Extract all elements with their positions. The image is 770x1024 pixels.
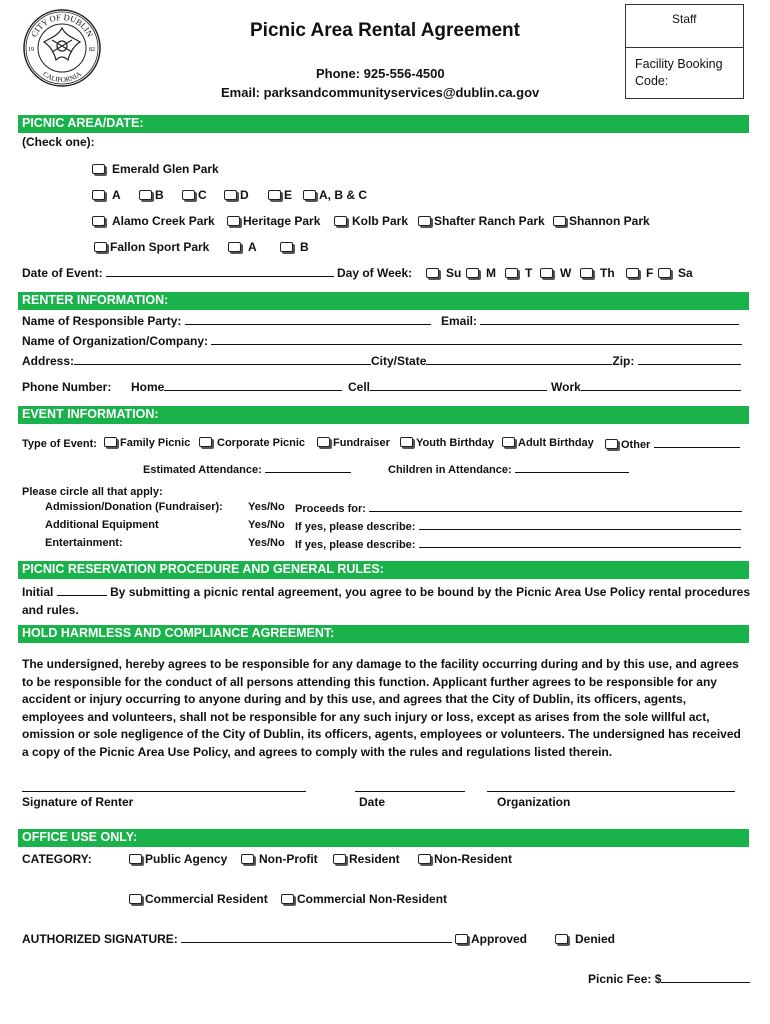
checkbox-icon[interactable] [466,268,479,278]
rules-paragraph [22,584,750,619]
area-label: A, B & C [319,188,367,202]
checkbox-icon[interactable] [658,268,671,278]
circle-all-label: Please circle all that apply: [22,486,163,498]
event-type-corporate-picnic[interactable] [199,437,305,449]
checkbox-icon[interactable] [92,190,105,200]
category-option-label: Commercial Resident [145,892,268,906]
category-label: CATEGORY: [22,852,92,866]
park-label: Alamo Creek Park [112,214,215,228]
children-attendance-field[interactable] [515,462,629,473]
day-m[interactable] [466,266,496,280]
park-heritage[interactable] [227,214,320,228]
checkbox-icon[interactable] [129,894,142,904]
renter-signature-line[interactable] [22,791,306,792]
other-event-field[interactable] [654,437,740,448]
section-reservation-rules: PICNIC RESERVATION PROCEDURE AND GENERAL RULES: [18,561,749,579]
category-commercial-non-resident[interactable] [281,892,447,906]
zip-label: Zip: [612,354,635,368]
city-state-field[interactable] [426,354,612,365]
checkbox-icon[interactable] [400,437,413,447]
day-su[interactable] [426,266,461,280]
checkbox-icon[interactable] [241,854,254,864]
event-type-other[interactable] [605,437,740,451]
initial-label: Initial [22,585,54,599]
home-phone-field[interactable] [164,380,342,391]
denied-label: Denied [575,932,616,946]
area-label: A [248,240,257,254]
emerald-area-c[interactable] [182,188,207,202]
date-of-event-row [22,266,334,280]
approved-option[interactable] [455,932,527,946]
checkbox-icon[interactable] [228,242,241,252]
day-label: M [486,266,496,280]
date-label: Date of Event: [22,266,103,280]
checkbox-icon[interactable] [281,894,294,904]
day-label: Th [600,266,615,280]
rules-text: By submitting a picnic rental agreement, you agree to be bound by the Picnic Area Use Policy rental procedures and rules. [22,585,750,617]
category-option-label: Non-Profit [259,852,318,866]
section-picnic-area: PICNIC AREA/DATE: [18,115,749,133]
category-option-label: Public Agency [145,852,228,866]
area-label: A [112,188,121,202]
day-w[interactable] [540,266,571,280]
day-label: Sa [678,266,693,280]
email-row [441,314,739,328]
area-label: B [155,188,164,202]
checkbox-icon[interactable] [505,268,518,278]
emerald-glen-option[interactable] [92,162,219,176]
event-type-family-picnic[interactable] [104,437,190,449]
day-sa[interactable] [658,266,693,280]
detail-label: Proceeds for: [295,503,366,515]
emerald-area-abc[interactable] [303,188,367,202]
checkbox-icon[interactable] [334,216,347,226]
authorized-signature-field[interactable] [181,932,452,943]
phone-number-label: Phone Number: [22,380,112,394]
checkbox-icon[interactable] [268,190,281,200]
yes-no-option[interactable]: Yes/No [248,519,285,531]
park-label: Kolb Park [352,214,409,228]
day-label: Su [446,266,462,280]
checkbox-icon[interactable] [104,437,117,447]
day-t[interactable] [505,266,532,280]
category-commercial-resident[interactable] [129,892,268,906]
city-state-label: City/State [371,354,427,368]
picnic-fee-row [588,972,750,986]
staff-box-divider [626,47,743,48]
category-public-agency[interactable] [129,852,227,866]
work-phone-field[interactable] [581,380,741,391]
park-label: Shannon Park [569,214,650,228]
picnic-fee-label: Picnic Fee: $ [588,972,662,986]
yes-no-option[interactable]: Yes/No [248,537,285,549]
initial-field[interactable] [57,585,107,596]
picnic-fee-field[interactable] [661,972,750,983]
seal-year-left: 19 [28,47,34,53]
detail-label: If yes, please describe: [295,539,416,551]
checkbox-icon[interactable] [139,190,152,200]
day-label: W [560,266,572,280]
event-row-detail [295,501,742,515]
proceeds-field[interactable] [369,501,742,512]
day-f[interactable] [626,266,653,280]
emerald-area-b[interactable] [139,188,164,202]
park-shafter-ranch[interactable] [418,214,545,228]
event-row-detail [295,519,741,533]
category-option-label: Commercial Non-Resident [297,892,448,906]
checkbox-icon[interactable] [418,216,431,226]
email-label: Email: [441,314,478,328]
day-label: T [525,266,533,280]
checkbox-icon[interactable] [303,190,316,200]
work-label: Work [551,380,581,394]
park-label: Fallon Sport Park [110,240,210,254]
emerald-area-a[interactable] [92,188,121,202]
park-label: Shafter Ranch Park [434,214,545,228]
day-label: F [646,266,654,280]
equipment-field[interactable] [419,519,741,530]
section-event-info: EVENT INFORMATION: [18,406,749,424]
event-type-adult-birthday[interactable] [502,437,594,449]
emerald-area-d[interactable] [224,188,249,202]
checkbox-icon[interactable] [502,437,515,447]
children-attendance-row [388,462,629,476]
organization-label: Organization [497,795,571,809]
page-title: Picnic Area Rental Agreement [250,20,520,41]
event-row-item: Entertainment: [45,537,123,549]
seal-year-right: 82 [89,47,95,53]
detail-label: If yes, please describe: [295,521,416,533]
park-fallon-sport[interactable] [94,240,209,254]
hold-harmless-text: The undersigned, hereby agrees to be responsible for any damage to the facility occurring during and by this use, and agrees to be responsible for the conduct of all persons attending this function. Applicant further agrees to be responsible for any accident or injury occurring to anyone during and by this use, and agrees that the City of Dublin, its officers, agents, employees and volunteers, shall not be responsible for any such injury or loss, except as arises from the sole willful act, omission or sole negligence of the City of Dublin, its officers, agents, employees or volunteers. The undersigned has received a copy of the Picnic Area Use Policy, and agrees to comply with the rules and regulations listed therein. [22,657,741,759]
park-label: Heritage Park [243,214,321,228]
day-th[interactable] [580,266,615,280]
fallon-area-b[interactable] [280,240,309,254]
checkbox-icon[interactable] [605,439,618,449]
organization-label: Name of Organization/Company: [22,334,209,348]
event-type-label: Youth Birthday [416,437,495,449]
authorized-signature-row [22,932,452,946]
booking-label-1: Facility Booking [635,57,723,71]
section-office-use: OFFICE USE ONLY: [18,829,749,847]
staff-box [625,4,744,99]
day-of-week-label: Day of Week: [337,266,413,280]
checkbox-icon[interactable] [553,216,566,226]
estimated-attendance-row [143,462,351,476]
park-alamo-creek[interactable] [92,214,215,228]
fallon-area-a[interactable] [228,240,257,254]
checkbox-icon[interactable] [418,854,431,864]
checkbox-icon[interactable] [280,242,293,252]
city-seal [22,8,102,88]
section-renter-info: RENTER INFORMATION: [18,292,749,310]
approved-label: Approved [471,932,528,946]
estimated-attendance-label: Estimated Attendance: [143,464,262,476]
denied-option[interactable] [555,932,615,946]
responsible-party-row [22,314,431,328]
svg-text:CITY OF DUBLIN [29,12,96,39]
address-field[interactable] [74,354,371,365]
park-kolb[interactable] [334,214,408,228]
organization-field[interactable] [211,334,742,345]
date-signature-line[interactable] [355,791,465,792]
phone-text: Phone: 925-556-4500 [316,66,445,81]
authorized-signature-label: AUTHORIZED SIGNATURE: [22,932,178,946]
seal-text-bottom: CALIFORNIA [41,69,83,85]
entertainment-field[interactable] [419,537,741,548]
emerald-area-e[interactable] [268,188,292,202]
date-label: Date [359,795,386,809]
event-row-detail [295,537,741,551]
section-hold-harmless: HOLD HARMLESS AND COMPLIANCE AGREEMENT: [18,625,749,643]
checkbox-icon[interactable] [94,242,107,252]
address-label: Address: [22,354,75,368]
organization-signature-line[interactable] [487,791,735,792]
event-type-label: Corporate Picnic [217,437,306,449]
checkbox-icon[interactable] [199,437,212,447]
checkbox-icon[interactable] [92,164,105,174]
event-row-item: Admission/Donation (Fundraiser): [45,501,223,513]
email-field[interactable] [480,314,739,325]
cell-phone-field[interactable] [370,380,547,391]
area-label: C [198,188,207,202]
checkbox-icon[interactable] [227,216,240,226]
checkbox-icon[interactable] [182,190,195,200]
event-type-label: Family Picnic [120,437,191,449]
home-phone-row [131,380,342,394]
checkbox-icon[interactable] [92,216,105,226]
event-row-item: Additional Equipment [45,519,159,531]
checkbox-icon[interactable] [540,268,553,278]
city-of-dublin-seal-icon [22,8,102,88]
responsible-party-field[interactable] [185,314,431,325]
checkbox-icon[interactable] [426,268,439,278]
children-attendance-label: Children in Attendance: [388,464,512,476]
responsible-party-label: Name of Responsible Party: [22,314,182,328]
checkbox-icon[interactable] [317,437,330,447]
event-type-youth-birthday[interactable] [400,437,494,449]
category-non-resident[interactable] [418,852,512,866]
area-label: D [240,188,249,202]
estimated-attendance-field[interactable] [265,462,351,473]
email-text: Email: parksandcommunityservices@dublin.ca.gov [221,85,540,100]
event-type-label: Fundraiser [333,437,390,449]
checkbox-icon[interactable] [129,854,142,864]
cell-label: Cell [348,380,371,394]
area-label: B [300,240,309,254]
home-label: Home [131,380,165,394]
check-one-label: (Check one): [22,135,95,149]
checkbox-icon[interactable] [580,268,593,278]
cell-phone-row [348,380,547,394]
event-type-label: Other [621,439,651,451]
category-option-label: Resident [349,852,400,866]
event-type-label: Adult Birthday [518,437,594,449]
park-shannon[interactable] [553,214,650,228]
yes-no-option[interactable]: Yes/No [248,501,285,513]
event-type-fundraiser[interactable] [317,437,390,449]
checkbox-icon[interactable] [333,854,346,864]
address-row [22,354,741,368]
checkbox-icon[interactable] [626,268,639,278]
signature-of-renter-label: Signature of Renter [22,795,134,809]
checkbox-icon[interactable] [455,934,468,944]
zip-field[interactable] [638,354,741,365]
area-label: E [284,188,293,202]
type-of-event-label: Type of Event: [22,438,97,450]
date-field[interactable] [106,266,334,277]
category-non-profit[interactable] [241,852,318,866]
checkbox-icon[interactable] [555,934,568,944]
booking-label-2: Code: [635,74,669,88]
work-phone-row [551,380,741,394]
organization-row [22,334,742,348]
category-option-label: Non-Resident [434,852,512,866]
checkbox-icon[interactable] [224,190,237,200]
emerald-glen-label: Emerald Glen Park [112,162,219,176]
staff-label: Staff [672,12,697,26]
category-resident[interactable] [333,852,400,866]
seal-text-top: CITY OF DUBLIN [28,11,96,39]
